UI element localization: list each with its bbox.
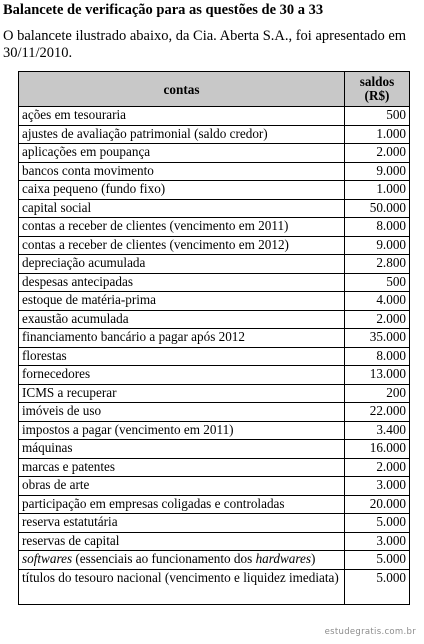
table-row — [19, 366, 410, 385]
page-heading: Balancete de verificação para as questões de 30 a 33 — [3, 2, 324, 18]
table-cell-saldo: 2.000 — [345, 310, 410, 329]
table-cell-conta: impostos a pagar (vencimento em 2011) — [19, 421, 345, 440]
table-row — [19, 532, 410, 551]
softwares-middle: (essenciais ao funcionamento dos — [72, 551, 256, 566]
table-row — [19, 347, 410, 366]
table-cell-conta: marcas e patentes — [19, 458, 345, 477]
table-row — [19, 162, 410, 181]
table-row — [19, 255, 410, 274]
table-cell-saldo: 500 — [345, 107, 410, 126]
table-row — [19, 125, 410, 144]
table-cell-conta: ICMS a recuperar — [19, 384, 345, 403]
table-body — [19, 107, 410, 605]
table-cell-saldo: 50.000 — [345, 199, 410, 218]
table-cell-conta: obras de arte — [19, 477, 345, 496]
table-cell-saldo: 20.000 — [345, 495, 410, 514]
table-cell-saldo: 5.000 — [345, 569, 410, 604]
watermark-text: estudegratis.com.br — [324, 627, 416, 637]
table-row — [19, 236, 410, 255]
table-row — [19, 181, 410, 200]
table-cell-conta: imóveis de uso — [19, 403, 345, 422]
table-row — [19, 292, 410, 311]
table-cell-conta: florestas — [19, 347, 345, 366]
table-cell-saldo: 5.000 — [345, 551, 410, 570]
table-cell-saldo: 1.000 — [345, 181, 410, 200]
table-cell-saldo: 8.000 — [345, 347, 410, 366]
table-cell-saldo: 5.000 — [345, 514, 410, 533]
table-cell-saldo: 2.000 — [345, 458, 410, 477]
table-row-titulos — [19, 569, 410, 604]
table-header-row — [19, 72, 410, 107]
table-cell-conta: máquinas — [19, 440, 345, 459]
table-cell-conta: estoque de matéria-prima — [19, 292, 345, 311]
table-cell-conta: caixa pequeno (fundo fixo) — [19, 181, 345, 200]
table-row — [19, 403, 410, 422]
table-cell-saldo: 2.000 — [345, 144, 410, 163]
intro-paragraph: O balancete ilustrado abaixo, da Cia. Aberta S.A., foi apresentado em 30/11/2010. — [3, 28, 407, 61]
table-cell-conta: participação em empresas coligadas e controladas — [19, 495, 345, 514]
balancete-table — [18, 71, 410, 605]
table-cell-saldo: 35.000 — [345, 329, 410, 348]
table-cell-conta: reservas de capital — [19, 532, 345, 551]
header-saldos-line2: (R$) — [364, 88, 390, 103]
table-row — [19, 218, 410, 237]
table-cell-conta: contas a receber de clientes (vencimento em 2012) — [19, 236, 345, 255]
table-cell-conta: fornecedores — [19, 366, 345, 385]
table-cell-conta: despesas antecipadas — [19, 273, 345, 292]
table-row — [19, 458, 410, 477]
table-row — [19, 477, 410, 496]
table-cell-conta: aplicações em poupança — [19, 144, 345, 163]
table-cell-conta: ajustes de avaliação patrimonial (saldo credor) — [19, 125, 345, 144]
table-cell-conta: reserva estatutária — [19, 514, 345, 533]
softwares-end: ) — [311, 551, 316, 566]
table-cell-saldo: 4.000 — [345, 292, 410, 311]
table-cell-conta: títulos do tesouro nacional (vencimento e liquidez imediata) — [19, 569, 345, 604]
table-cell-saldo: 13.000 — [345, 366, 410, 385]
table-row — [19, 329, 410, 348]
table-cell-saldo: 9.000 — [345, 162, 410, 181]
table-row-softwares — [19, 551, 410, 570]
table-cell-conta: ações em tesouraria — [19, 107, 345, 126]
table-cell-conta: depreciação acumulada — [19, 255, 345, 274]
table-cell-saldo: 1.000 — [345, 125, 410, 144]
table-row — [19, 514, 410, 533]
table-cell-conta — [19, 551, 345, 570]
table-cell-conta: contas a receber de clientes (vencimento em 2011) — [19, 218, 345, 237]
table-cell-saldo: 9.000 — [345, 236, 410, 255]
table-row — [19, 199, 410, 218]
header-saldos-line1: saldos — [359, 74, 395, 89]
table-cell-saldo: 3.000 — [345, 477, 410, 496]
header-saldos — [345, 72, 410, 107]
table-cell-conta: capital social — [19, 199, 345, 218]
table-cell-conta: exaustão acumulada — [19, 310, 345, 329]
table-row — [19, 440, 410, 459]
table-cell-saldo: 8.000 — [345, 218, 410, 237]
table-cell-saldo: 2.800 — [345, 255, 410, 274]
table-row — [19, 495, 410, 514]
table-cell-conta: bancos conta movimento — [19, 162, 345, 181]
softwares-word: softwares — [22, 551, 73, 566]
table-cell-saldo: 22.000 — [345, 403, 410, 422]
table-row — [19, 310, 410, 329]
table-cell-saldo: 3.400 — [345, 421, 410, 440]
table-cell-saldo: 200 — [345, 384, 410, 403]
hardwares-word: hardwares — [255, 551, 312, 566]
table-cell-saldo: 500 — [345, 273, 410, 292]
table-cell-saldo: 16.000 — [345, 440, 410, 459]
table-row — [19, 144, 410, 163]
table-row — [19, 273, 410, 292]
table-cell-saldo: 3.000 — [345, 532, 410, 551]
header-contas: contas — [19, 72, 345, 107]
table-cell-conta: financiamento bancário a pagar após 2012 — [19, 329, 345, 348]
table-row — [19, 384, 410, 403]
table-row — [19, 107, 410, 126]
table-row — [19, 421, 410, 440]
